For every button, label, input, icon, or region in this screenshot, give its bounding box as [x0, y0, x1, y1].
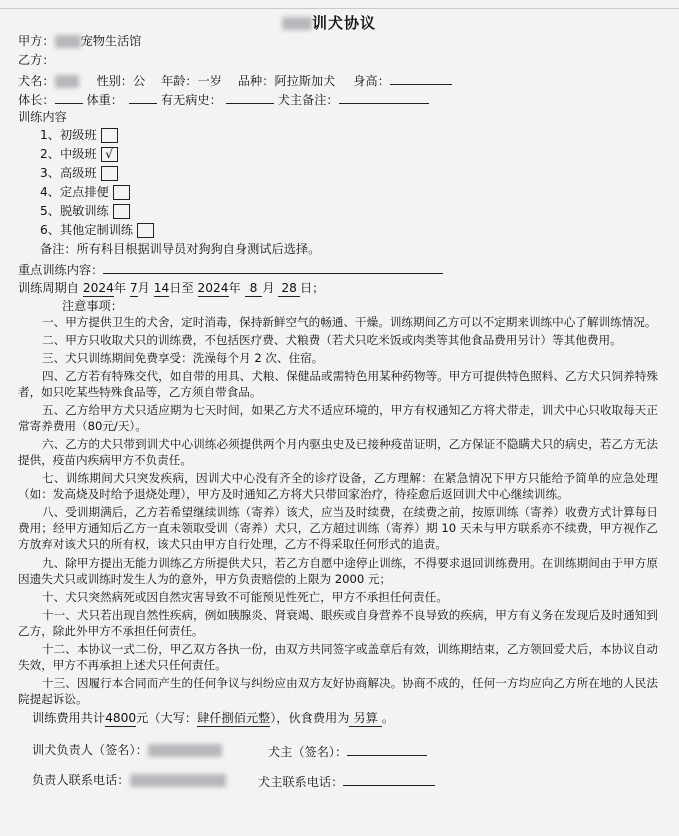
- owner-phone-blank[interactable]: [343, 773, 435, 786]
- owner-sign-label: 犬主（签名）：: [268, 745, 348, 759]
- clause-13: 十三、因履行本合同而产生的任何争议与纠纷应由双方友好协商解决。协商不成的，任何一方均应向乙方所在地的人民法院提起诉讼。: [18, 676, 658, 707]
- period-start-year: 2024: [83, 281, 114, 297]
- fee-words: 肆仟捌佰元整: [197, 711, 270, 727]
- class-item-6: [40, 223, 154, 238]
- clause-4: 四、乙方若有特殊交代，如自带的用具、犬粮、保健品或需特色用某种药物等。甲方可提供特色照料、乙方犬只饲养特殊者，如只吃某些特殊食品等，乙方须自带食品。: [18, 369, 658, 400]
- training-content-label: 训练内容: [18, 110, 67, 124]
- class-checkbox[interactable]: [137, 223, 154, 238]
- document-title: [282, 14, 376, 33]
- class-checkbox[interactable]: [101, 166, 118, 181]
- trainer-phone-row: [32, 773, 226, 788]
- history-label: 有无病史：: [160, 93, 222, 107]
- day-unit: 日: [299, 281, 313, 295]
- class-label: 5、脱敏训练: [40, 204, 109, 218]
- clause-11: 十一、犬只若出现自然性疾病，例如胰腺炎、肾衰竭、眼疾或自身营养不良导致的疾病，甲方有义务在发现后及时通知到乙方，除此外甲方不承担任何责任。: [18, 608, 658, 639]
- fee-food: 另算: [349, 711, 381, 727]
- class-checkbox[interactable]: √: [101, 147, 118, 162]
- clause-6: 六、乙方的犬只带到训犬中心训练必须提供两个月内驱虫史及已接种疫苗证明，乙方保证不隐瞒犬只的病史，若乙方无法提供，疫苗内疾病甲方不负责任。: [18, 437, 658, 468]
- fee-prefix: 训练费用共计: [32, 711, 106, 725]
- owner-note-label: 犬主备注：: [277, 93, 339, 107]
- fee-row: [32, 711, 394, 727]
- redacted-party-a: [55, 35, 81, 48]
- class-checkbox[interactable]: [101, 128, 118, 143]
- owner-phone-row: [258, 773, 435, 790]
- redacted-dog-name: [55, 75, 79, 88]
- fee-amount: 4800: [105, 711, 136, 727]
- dog-name-label: 犬名：: [18, 74, 55, 88]
- year-unit: 年: [228, 281, 241, 295]
- dog-info-row: [18, 72, 452, 89]
- class-item-4: [40, 185, 130, 200]
- party-a-row: [18, 34, 142, 49]
- owner-sign-blank[interactable]: [347, 743, 427, 756]
- class-checkbox[interactable]: [113, 185, 130, 200]
- period-start-day: 14: [154, 281, 170, 297]
- redacted-title-prefix: [282, 17, 312, 30]
- top-edge-line: [0, 8, 679, 9]
- fee-end: 。: [381, 711, 394, 725]
- party-a-name: 宠物生活馆: [80, 34, 142, 48]
- class-item-2: [40, 147, 118, 162]
- party-b-row: [18, 53, 55, 68]
- breed-value: 阿拉斯加犬: [274, 74, 336, 88]
- clause-5: 五、乙方给甲方犬只适应期为七天时间，如果乙方犬不适应环境的，甲方有权通知乙方将犬带走，训犬中心只收取每天正常寄养费用（80元/天）。: [18, 403, 658, 434]
- history-blank[interactable]: [226, 91, 274, 104]
- redacted-trainer-sign: [148, 744, 222, 757]
- focus-row: [18, 261, 443, 278]
- owner-note-blank[interactable]: [339, 91, 429, 104]
- weight-blank[interactable]: [129, 91, 157, 104]
- period-end-punct: ；: [312, 281, 325, 295]
- trainer-sign-row: [32, 743, 222, 758]
- period-prefix: 训练周期自: [18, 281, 79, 295]
- weight-label: 体重：: [86, 93, 123, 107]
- clause-3: 三、犬只训练期间免费享受：洗澡每个月 2 次、住宿。: [42, 351, 324, 365]
- trainer-sign-label: 训犬负责人（签名）：: [32, 743, 148, 757]
- month-unit: 月: [262, 281, 275, 295]
- clause-8: 八、受训期满后，乙方若希望继续训练（寄养）该犬，应当及时续费，在续费之前，按原训练（寄养）收费方式计算每日费用；经甲方通知后乙方一直未领取受训（寄养）犬只，乙方超过训练（寄养）期 10 天未与甲方联系亦不续费，甲方视作乙方放弃对该犬只的所有权，该犬只由甲方自行处理，乙方不得采取任何形式的追责。: [18, 505, 658, 552]
- month-unit: 月: [137, 281, 150, 295]
- class-label: 1、初级班: [40, 128, 97, 142]
- class-label: 6、其他定制训练: [40, 223, 134, 237]
- party-b-label: 乙方：: [18, 53, 55, 67]
- notice-label: 注意事项：: [62, 299, 123, 313]
- clause-2: 二、甲方只收取犬只的训练费，不包括医疗费、犬粮费（若犬只吃米饭或肉类等其他食品费用另计）等其他费用。: [42, 333, 622, 347]
- class-item-5: [40, 204, 130, 219]
- clause-7: 七、训练期间犬只突发疾病，因训犬中心没有齐全的诊疗设备，乙方理解：在紧急情况下甲方只能给予简单的应急处理（如：发高烧及时给予退烧处理），甲方及时通知乙方将犬只带回家治疗，待痊愈后返回训犬中心继续训练。: [18, 471, 658, 502]
- period-start-month: 7: [130, 281, 138, 297]
- clause-1: 一、甲方提供卫生的犬舍，定时消毒，保持新鲜空气的畅通、干燥。训练期间乙方可以不定期来训练中心了解训练情况。: [42, 315, 657, 329]
- height-blank[interactable]: [390, 72, 452, 85]
- height-label: 身高：: [353, 74, 390, 88]
- length-label: 体长：: [18, 93, 55, 107]
- class-item-3: [40, 166, 118, 181]
- class-label: 3、高级班: [40, 166, 97, 180]
- class-label: 2、中级班: [40, 147, 97, 161]
- fee-unit: 元（大写：: [136, 711, 198, 725]
- fee-mid: ），伙食费用为: [270, 711, 350, 725]
- period-end-day: 28: [278, 281, 300, 297]
- clause-10: 十、犬只突然病死或因自然灾害导致不可能预见性死亡，甲方不承担任何责任。: [42, 590, 448, 604]
- focus-label: 重点训练内容：: [18, 263, 104, 277]
- training-period-row: [18, 281, 324, 297]
- year-unit: 年: [113, 281, 127, 295]
- length-blank[interactable]: [55, 91, 83, 104]
- gender-value: 公: [133, 74, 146, 88]
- dog-measure-row: [18, 91, 429, 108]
- redacted-trainer-phone: [130, 774, 226, 787]
- age-value: 一岁: [197, 74, 222, 88]
- gender-label: 性别：: [96, 74, 133, 88]
- owner-sign-row: [268, 743, 427, 760]
- age-label: 年龄：: [161, 74, 198, 88]
- clause-12: 十二、本协议一式二份，甲乙双方各执一份，由双方共同签字或盖章后有效，训练期结束，乙方领回爱犬后，本协议自动失效，甲方不再承担上述犬只任何责任。: [18, 642, 658, 673]
- class-checkbox[interactable]: [113, 204, 130, 219]
- period-end-month: 8: [245, 281, 263, 297]
- focus-blank[interactable]: [103, 261, 443, 274]
- owner-phone-label: 犬主联系电话：: [258, 775, 344, 789]
- period-to: 至: [181, 281, 194, 295]
- selection-note: 备注：所有科目根据训导员对狗狗自身测试后选择。: [40, 242, 321, 256]
- breed-label: 品种：: [237, 74, 275, 88]
- class-item-1: [40, 128, 118, 143]
- party-a-label: 甲方：: [18, 34, 55, 48]
- period-end-year: 2024: [198, 281, 229, 297]
- day-unit: 日: [169, 281, 182, 295]
- title-text: 训犬协议: [312, 14, 377, 32]
- class-label: 4、定点排便: [40, 185, 109, 199]
- trainer-phone-label: 负责人联系电话：: [32, 773, 130, 787]
- clause-9: 九、除甲方提出无能力训练乙方所提供犬只，若乙方自愿中途停止训练，不得要求退回训练费用。在训练期间由于甲方原因遗失犬只或训练时发生人为的意外，甲方负责赔偿的上限为 2000 元；: [18, 556, 658, 587]
